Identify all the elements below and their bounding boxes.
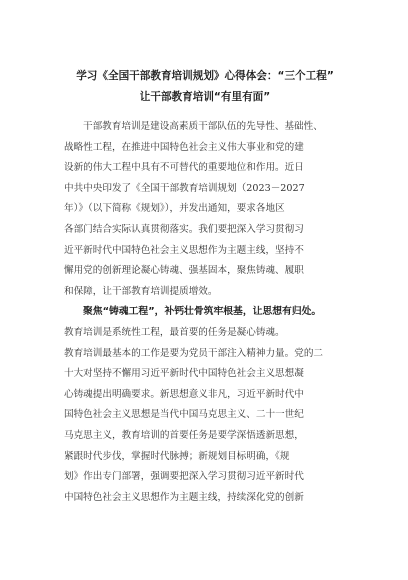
paragraph-line: 国特色社会主义思想是当代中国马克思主义、二十一世纪 bbox=[64, 409, 304, 421]
paragraph-line: 懈用党的创新理论凝心铸魂、强基固本，聚焦铸魂、履职 bbox=[64, 265, 304, 277]
paragraph-line: 教育培训是系统性工程，最首要的任务是凝心铸魂。 bbox=[64, 326, 285, 338]
paragraph-line: 年）》（以下简称《规划》），并发出通知，要求各地区 bbox=[64, 203, 285, 215]
paragraph-line: 干部教育培训是建设高素质干部队伍的先导性、基础性、 bbox=[83, 121, 323, 132]
paragraph-line: 紧跟时代步伐，掌握时代脉搏；新规划目标明确，《规 bbox=[64, 450, 290, 462]
paragraph-line: 教育培训最基本的工作是要为党员干部注入精神力量。党的二 bbox=[64, 347, 324, 359]
section-heading: 聚焦“铸魂工程”，补钙壮骨筑牢根基，让思想有归处。 bbox=[83, 306, 322, 318]
paragraph-line: 中国特色社会主义思想作为主题主线，持续深化党的创新 bbox=[64, 491, 304, 503]
paragraph-section bbox=[64, 323, 346, 508]
paragraph-line: 划》作出专门部署，强调要把深入学习贯彻习近平新时代 bbox=[64, 471, 304, 483]
paragraph-line: 马克思主义，教育培训的首要任务是要学深悟透新思想， bbox=[64, 429, 304, 441]
paragraph-intro bbox=[64, 117, 346, 302]
document-title-line-2: 让干部教育培训“有里有面” bbox=[139, 91, 271, 103]
paragraph-line: 近平新时代中国特色社会主义思想作为主题主线，坚持不 bbox=[64, 244, 304, 256]
paragraph-line: 心铸魂提出明确要求。新思想意义非凡，习近平新时代中 bbox=[64, 388, 304, 400]
document-title-line-1: 学习《全国干部教育培训规划》心得体会：“三个工程” bbox=[76, 70, 334, 82]
paragraph-line: 设新的伟大工程中具有不可替代的重要地位和作用。近日 bbox=[64, 162, 304, 174]
paragraph-line: 十大对坚持不懈用习近平新时代中国特色社会主义思想凝 bbox=[64, 368, 304, 380]
paragraph-line: 和保障，让干部教育培训提质增效。 bbox=[64, 285, 218, 297]
paragraph-line: 中共中央印发了《全国干部教育培训规划（2023－2027 bbox=[64, 182, 305, 194]
paragraph-line: 战略性工程，在推进中国特色社会主义伟大事业和党的建 bbox=[64, 141, 304, 153]
paragraph-line: 各部门结合实际认真贯彻落实。我们要把深入学习贯彻习 bbox=[64, 223, 304, 235]
